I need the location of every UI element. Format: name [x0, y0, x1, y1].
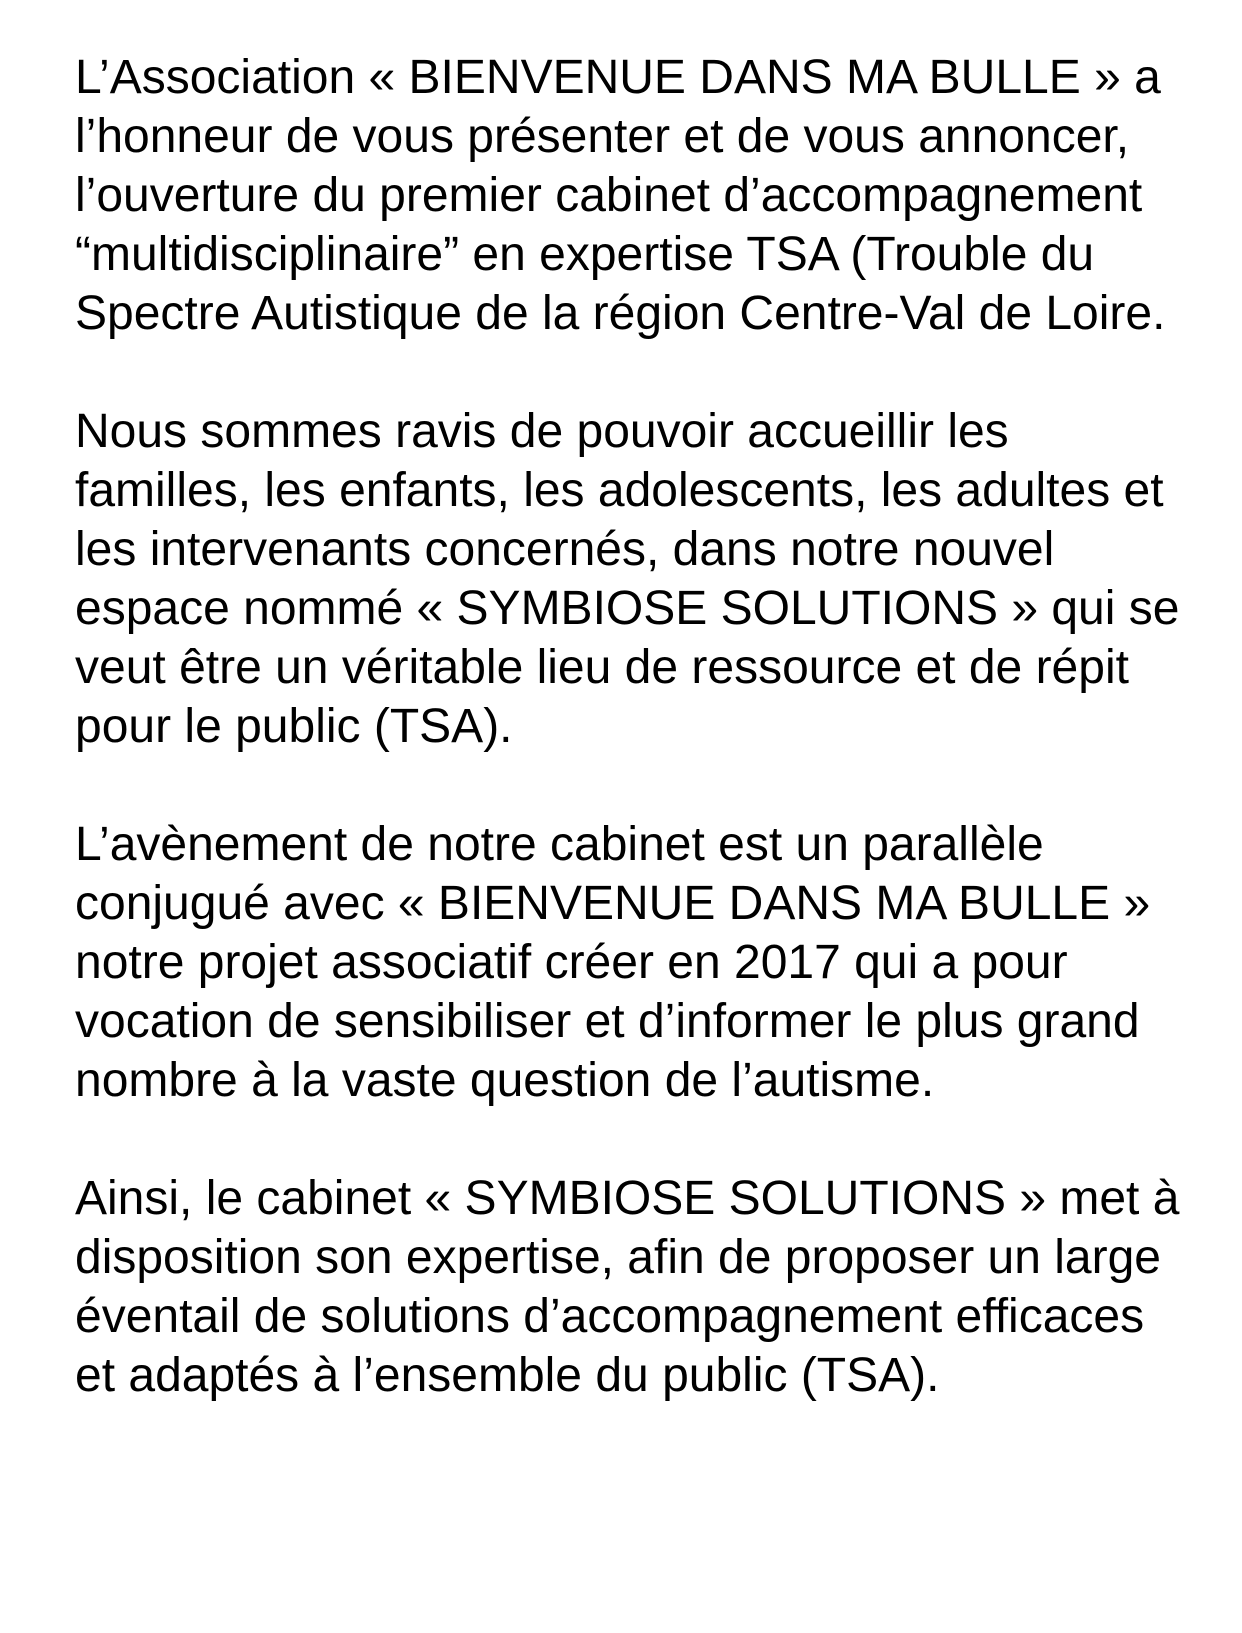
paragraph-intro-association: L’Association « BIENVENUE DANS MA BULLE » a l’honneur de vous présenter et de vous annoncer, l’ouverture du premier cabinet d’accompagnement “multidisciplinaire” en expertise TSA (Trouble du Spectre Autistique de la région Centre-Val de Loire.	[75, 51, 1166, 340]
paragraph-avenement-cabinet: L’avènement de notre cabinet est un parallèle conjugué avec « BIENVENUE DANS MA BULLE » notre projet associatif créer en 2017 qui a pour vocation de sensibiliser et d’informer le plus grand nombre à la vaste question de l’autisme.	[75, 818, 1151, 1107]
paragraph-accueil-espace: Nous sommes ravis de pouvoir accueillir les familles, les enfants, les adolescents, les adultes et les intervenants concernés, dans notre nouvel espace nommé « SYMBIOSE SOLUTIONS » qui se veut être un véritable lieu de ressource et de répit pour le public (TSA).	[75, 405, 1180, 753]
paragraph-expertise-solutions: Ainsi, le cabinet « SYMBIOSE SOLUTIONS » met à disposition son expertise, afin de proposer un large éventail de solutions d’accompagnement efficaces et adaptés à l’ensemble du public (TSA).	[75, 1172, 1180, 1402]
